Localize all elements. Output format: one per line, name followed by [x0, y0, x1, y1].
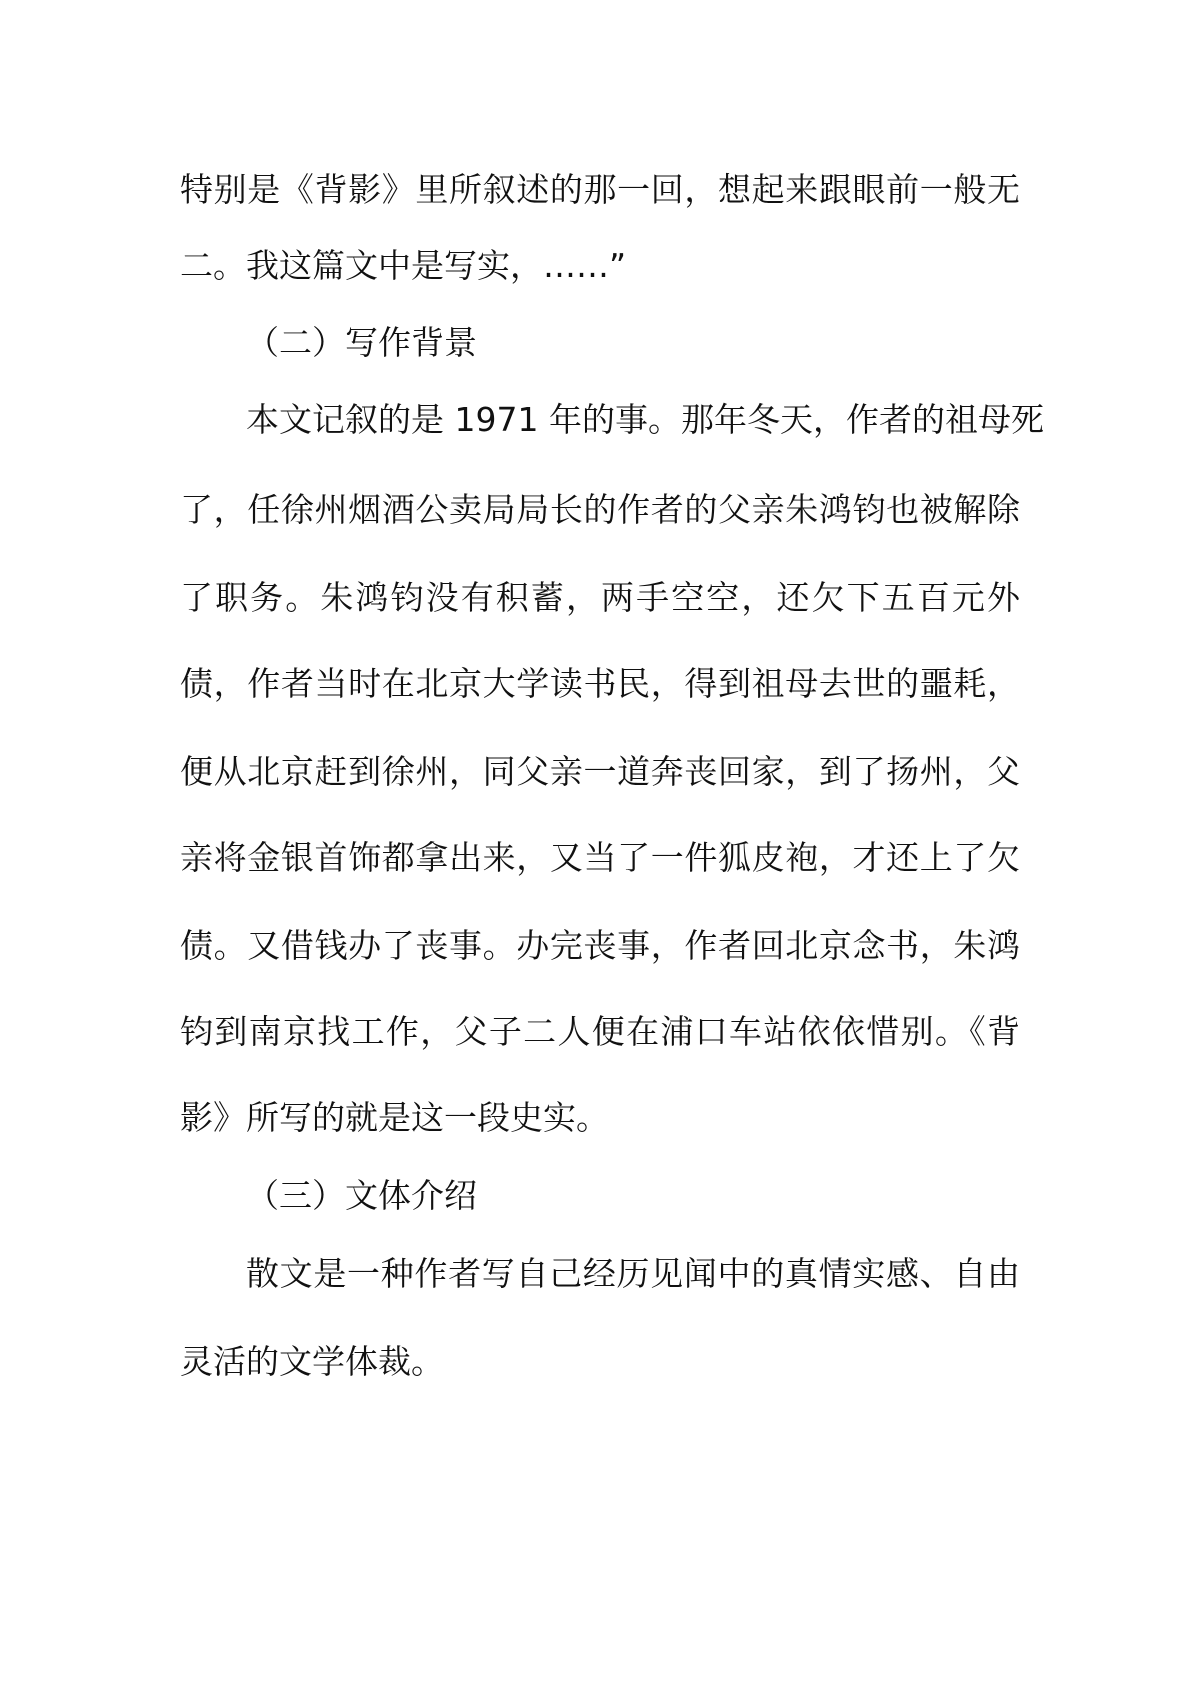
section-heading: （二）写作背景	[246, 323, 477, 362]
paragraph-line: 二。我这篇文中是写实，……”	[180, 246, 627, 285]
paragraph-line: 了职务。朱鸿钧没有积蓄，两手空空，还欠下五百元外	[180, 578, 1020, 617]
paragraph-line: 散文是一种作者写自己经历见闻中的真情实感、自由	[246, 1254, 1020, 1293]
paragraph-line: 灵活的文学体裁。	[180, 1342, 444, 1381]
paragraph-line: 影》所写的就是这一段史实。	[180, 1098, 609, 1137]
paragraph-line: 债，作者当时在北京大学读书民，得到祖母去世的噩耗，	[180, 664, 1020, 703]
paragraph-line: 亲将金银首饰都拿出来，又当了一件狐皮袍，才还上了欠	[180, 838, 1020, 877]
paragraph-line: 钧到南京找工作，父子二人便在浦口车站依依惜别。《背	[180, 1012, 1020, 1051]
paragraph-line: 本文记叙的是 1971 年的事。那年冬天，作者的祖母死	[246, 400, 1044, 439]
paragraph-line: 债。又借钱办了丧事。办完丧事，作者回北京念书，朱鸿	[180, 926, 1020, 965]
paragraph-line: 便从北京赶到徐州，同父亲一道奔丧回家，到了扬州，父	[180, 752, 1020, 791]
paragraph-line: 了，任徐州烟酒公卖局局长的作者的父亲朱鸿钧也被解除	[180, 490, 1020, 529]
section-heading: （三）文体介绍	[246, 1176, 477, 1215]
paragraph-line: 特别是《背影》里所叙述的那一回，想起来跟眼前一般无	[180, 170, 1020, 209]
